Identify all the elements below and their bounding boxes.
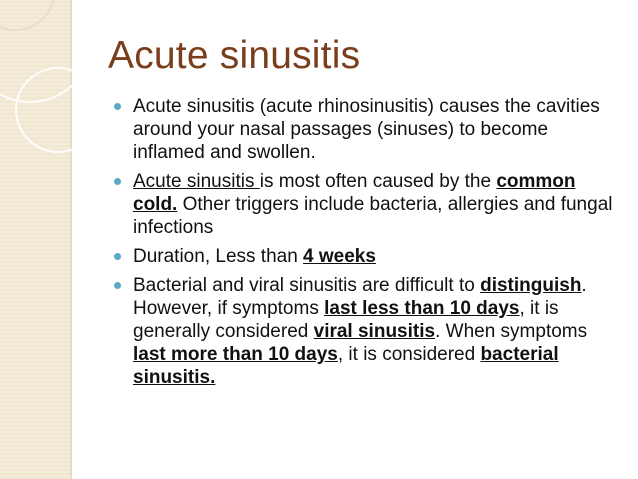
bullet-text-segment: bacterial sinusitis. [133, 344, 559, 388]
bullet-dot-icon [114, 178, 121, 185]
bullet-text-segment: viral sinusitis [313, 321, 436, 342]
bullet-text-segment: Other triggers include bacteria, allergies and fungal infections [133, 194, 613, 238]
bullet-item [114, 274, 614, 389]
bullet-text-segment: 4 weeks [303, 246, 376, 267]
decorative-circles [0, 0, 120, 170]
bullet-text-segment: last more than 10 days [133, 344, 338, 365]
bullet-list [114, 95, 614, 395]
bullet-text-segment: is most often caused by the [259, 171, 497, 192]
bullet-dot-icon [114, 253, 121, 260]
bullet-text-segment: , it is generally considered [133, 298, 559, 342]
bullet-text-segment: common cold. [133, 171, 576, 215]
bullet-dot-icon [114, 282, 121, 289]
bullet-text-segment: Duration, Less than [133, 246, 304, 267]
bullet-text-segment: distinguish [480, 275, 582, 296]
bullet-item [114, 95, 614, 164]
bullet-dot-icon [114, 103, 121, 110]
bullet-text-segment: . However, if symptoms [133, 275, 587, 319]
bullet-text-segment: last less than 10 days [324, 298, 520, 319]
bullet-text-segment: , it is considered [337, 344, 481, 365]
bullet-text-segment: Acute sinusitis [133, 171, 260, 192]
bullet-item [114, 245, 614, 268]
bullet-item [114, 170, 614, 239]
bullet-text-segment: Acute sinusitis (acute rhinosinusitis) causes the cavities around your nasal passages (sinuses) to become inflamed and swollen. [133, 96, 600, 163]
bullet-text-segment: Bacterial and viral sinusitis are difficult to [133, 275, 481, 296]
bullet-text-segment: . When symptoms [435, 321, 588, 342]
slide-title: Acute sinusitis [108, 34, 361, 77]
